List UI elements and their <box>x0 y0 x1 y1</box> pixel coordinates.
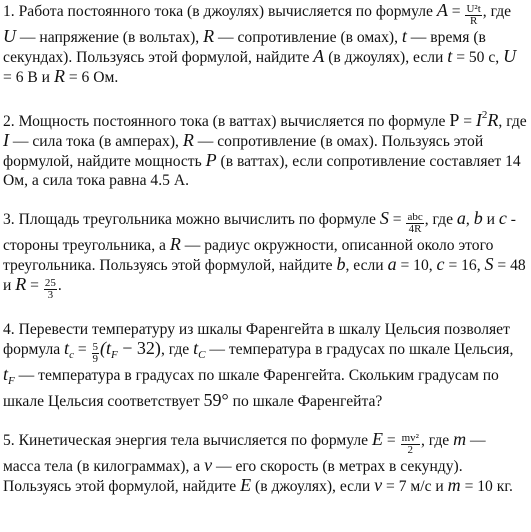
text: . <box>57 277 62 294</box>
text: = <box>73 341 91 358</box>
fraction-denominator: R <box>469 15 478 27</box>
variable: t <box>401 26 407 46</box>
fraction <box>465 4 481 27</box>
task-4-text: 4. Перевести температуру из шкалы Фаренгейта в шкалу Цельсия позволяет формула <box>3 321 510 358</box>
variable: t <box>447 46 453 66</box>
subscript: F <box>8 375 15 387</box>
fraction-numerator: mv² <box>401 432 419 444</box>
task-2: 2. Мощность постоянного тока (в ваттах) вычисляется по формуле $P = I^2R$, где I — сила тока (в амперах), R — сопротивление (в омах). Пользуясь этой формулой, найдите мощность P (в ваттах), если сопротивление составляет 14 Ом, а сила тока равна 4.5 А. <box>3 109 527 189</box>
variable: U <box>503 46 517 66</box>
fraction-numerator: 25 <box>44 277 56 289</box>
fraction-numerator: abc <box>407 211 423 223</box>
text: — время (в секундах). Пользуясь этой формулой, найдите <box>3 29 486 66</box>
variable: R <box>182 130 194 150</box>
variable: c <box>436 254 445 274</box>
task-1: 1. Работа постоянного тока (в джоулях) вычисляется по формуле A = $\frac{\text{U²t}}{R}$ , где U — напряжение (в вольтах), R — сопротивление (в омах), t — время (в секундах). Пользуясь этой формулой, найдите A (в джоулях), если t = 50 с, U = 6 В и R = 6 Ом. <box>3 0 517 86</box>
formula-variable: S <box>379 208 389 228</box>
text: — сопротивление (в омах). Пользуясь этой формулой, найдите мощность <box>3 133 484 170</box>
variable: R <box>487 110 499 130</box>
text: (в ваттах), если сопротивление составляет 14 Ом, а сила тока равна 4.5 А. <box>3 153 521 189</box>
text: , где <box>420 432 454 449</box>
text: — масса тела (в килограммах), а <box>3 432 486 475</box>
variable: a <box>456 208 466 228</box>
fraction-numerator: U²t <box>466 3 481 15</box>
fraction <box>401 433 420 456</box>
text: — температура в градусах по шкале Фаренгейта. Скольким градусам по шкале Цельсия соответствует <box>3 367 499 410</box>
fraction <box>44 278 57 301</box>
variable: U <box>3 26 16 46</box>
task-2-text: 2. Мощность постоянного тока (в ваттах) вычисляется по формуле <box>3 113 450 130</box>
text: = 10 кг. <box>460 478 513 495</box>
text: по шкале Фаренгейта? <box>228 393 383 410</box>
variable: R <box>15 274 27 294</box>
variable: v <box>204 455 213 475</box>
text: , где <box>424 211 457 228</box>
variable: E <box>240 475 252 495</box>
task-3: 3. Площадь треугольника можно вычислить по формуле S = $\frac{\text{abc}}{4R}$ , где a, b и c - стороны треугольника, а R — радиус окружности, описанной около этого треугольника. Пользуясь этой формулой, найдите b, если a = 10, c = 16, S = 48 и R = $\frac{25}{3}$ . <box>3 208 526 301</box>
text: = 10, <box>396 257 437 274</box>
variable: R <box>169 234 181 254</box>
text: = 50 с, <box>452 49 504 66</box>
text: , где <box>498 113 527 130</box>
text: = 48 и <box>3 257 526 294</box>
variable: c <box>498 208 507 228</box>
task-5-text: 5. Кинетическая энергия тела вычисляется по формуле <box>3 432 372 449</box>
text: = 6 В и <box>3 69 54 86</box>
text: — радиус окружности, описанной около этого треугольника. Пользуясь этой формулой, найдите <box>3 237 494 274</box>
text: , где <box>482 3 512 20</box>
text: (в джоулях), если <box>324 49 448 66</box>
text: , где <box>160 341 194 358</box>
variable: m <box>447 475 461 495</box>
variable: b <box>473 208 483 228</box>
variable: P <box>205 150 217 170</box>
text: = 7 м/с и <box>382 478 448 495</box>
text: — его скорость (в метрах в секунду). Пользуясь этой формулой, найдите <box>3 458 463 495</box>
formula-variable: E <box>371 429 383 449</box>
variable: A <box>313 46 325 66</box>
text: = <box>26 277 43 294</box>
formula-variable: A <box>436 0 448 20</box>
text: — напряжение (в вольтах), <box>16 29 204 46</box>
variable: t <box>3 364 9 384</box>
fraction <box>92 342 100 365</box>
fraction-denominator: 3 <box>47 289 54 301</box>
variable: I <box>3 130 9 150</box>
fraction-denominator: 4R <box>408 223 422 235</box>
text: (в джоулях), если <box>251 478 375 495</box>
variable: S <box>484 254 494 274</box>
text: - стороны треугольника, а <box>3 211 516 254</box>
degree-value: 59° <box>203 390 229 410</box>
fraction <box>406 212 423 235</box>
variable: R <box>53 66 65 86</box>
subscript: F <box>111 349 118 361</box>
text: , если <box>345 257 388 274</box>
variable: m <box>453 429 467 449</box>
text: — сила тока (в амперах), <box>9 133 183 150</box>
fraction-numerator: 5 <box>92 341 99 353</box>
text: , <box>465 211 474 228</box>
task-1-text: 1. Работа постоянного тока (в джоулях) вычисляется по формуле <box>3 3 437 20</box>
variable: t <box>64 338 70 358</box>
variable: I <box>475 110 482 130</box>
subscript: c <box>69 349 74 361</box>
fraction-denominator: 9 <box>92 353 99 365</box>
subscript: C <box>198 349 206 361</box>
fraction-denominator: 2 <box>407 444 413 456</box>
variable: a <box>387 254 397 274</box>
text: — температура в градусах по шкале Цельсия, <box>205 341 514 358</box>
expression: − 32) <box>117 338 161 358</box>
variable: t <box>193 338 199 358</box>
variable: b <box>336 254 346 274</box>
task-4 <box>3 320 527 411</box>
variable: (t <box>100 338 112 358</box>
task-5: 5. Кинетическая энергия тела вычисляется по формуле E = $\frac{\text{mv²}}{2}$ , где m — масса тела (в килограммах), а v — его скорость (в метрах в секунду). Пользуясь этой формулой, найдите E (в джоулях), если v = 7 м/с и m = 10 кг. <box>3 429 513 495</box>
text: и <box>482 211 499 228</box>
text: = 16, <box>444 257 485 274</box>
task-3-text: 3. Площадь треугольника можно вычислить по формуле <box>3 211 380 228</box>
formula-variable: P <box>449 110 460 130</box>
variable: R <box>203 26 215 46</box>
text: — сопротивление (в омах), <box>214 29 402 46</box>
variable: v <box>374 475 383 495</box>
text: = 6 Ом. <box>64 69 119 86</box>
exponent: 2 <box>481 109 488 121</box>
